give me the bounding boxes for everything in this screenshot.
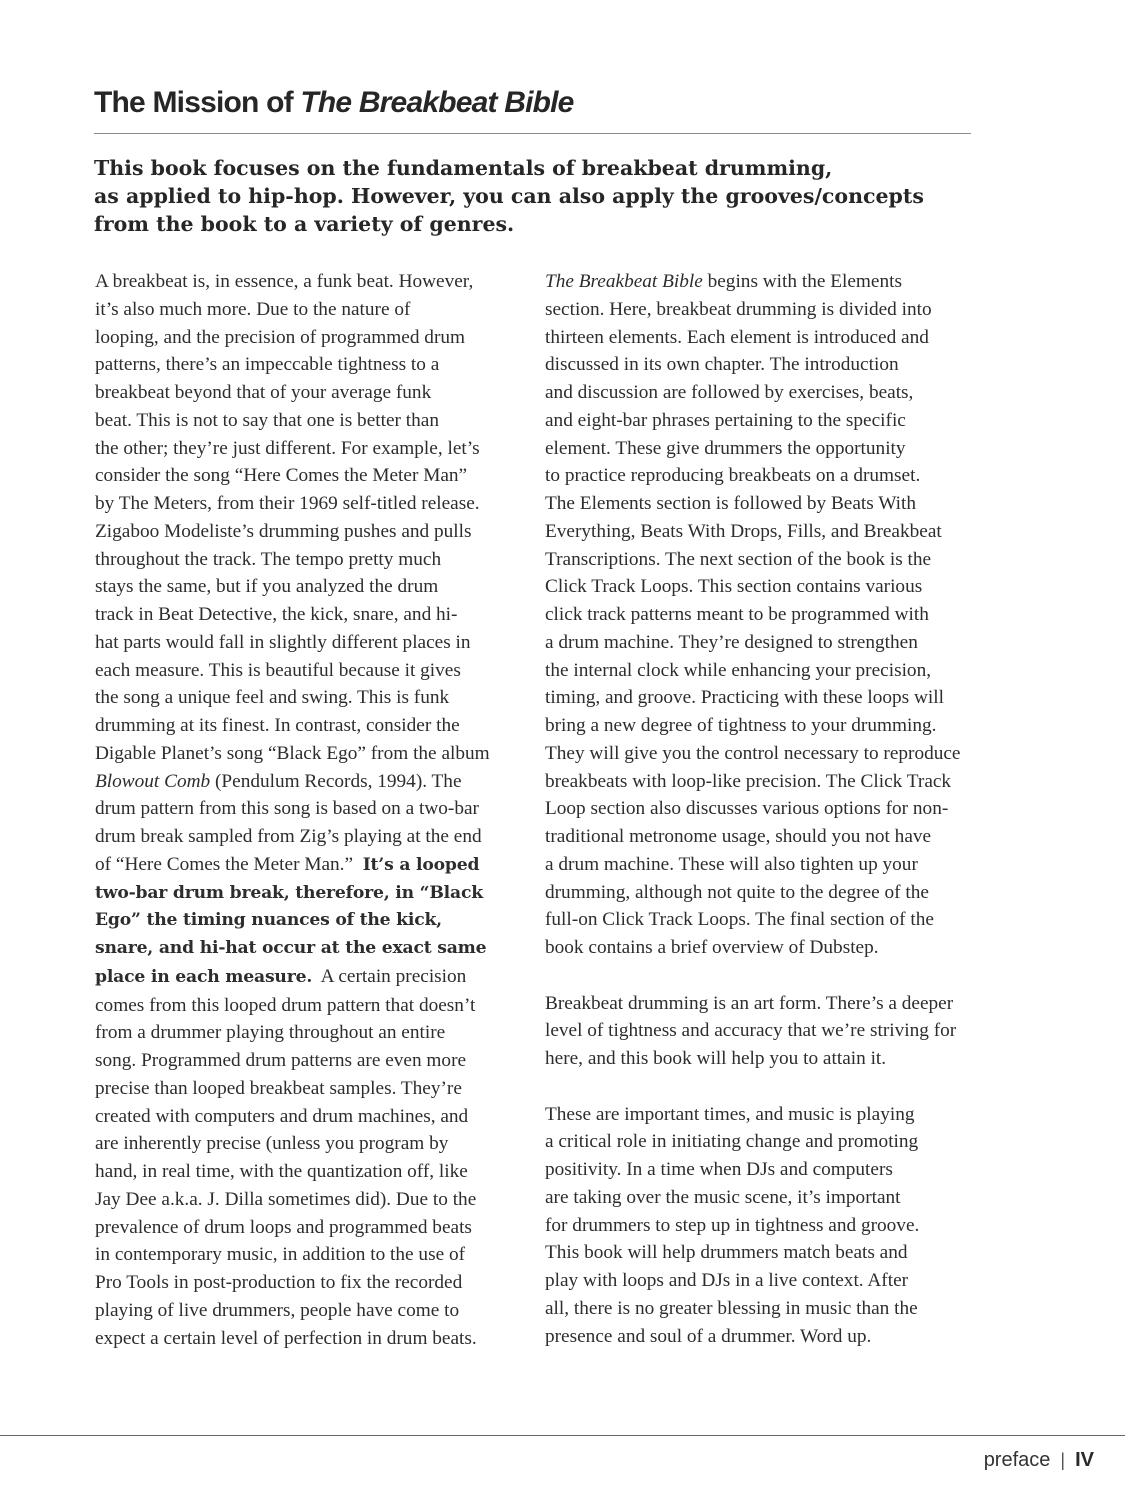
text-line: breakbeat beyond that of your average funk xyxy=(95,382,432,403)
text-line: Loop section also discusses various options for non- xyxy=(545,798,949,820)
lead-line: This book focuses on the fundamentals of breakbeat drumming, xyxy=(94,156,833,180)
text-line: by The Meters, from their 1969 self-titled release. xyxy=(95,493,480,514)
text-line: breakbeats with loop-like precision. The Click Track xyxy=(545,770,952,792)
text-line: bring a new degree of tightness to your drumming. xyxy=(545,715,937,736)
lead-line: from the book to a variety of genres. xyxy=(94,212,515,236)
text-line: positivity. In a time when DJs and computers xyxy=(545,1159,893,1180)
lead-line: as applied to hip-hop. However, you can also apply the grooves/concepts xyxy=(94,184,924,208)
lead-paragraph xyxy=(94,154,974,238)
text-line: for drummers to step up in tightness and groove. xyxy=(545,1214,920,1236)
text-line: book contains a brief overview of Dubstep. xyxy=(545,937,879,958)
text-line: They will give you the control necessary to reproduce xyxy=(545,742,961,764)
text-line: This book will help drummers match beats and xyxy=(545,1242,908,1264)
text-line: Click Track Loops. This section contains various xyxy=(545,576,923,598)
text-line: are taking over the music scene, it’s important xyxy=(545,1186,901,1208)
text-line: from a drummer playing throughout an entire xyxy=(95,1022,446,1044)
emphasis-text: It’s a looped xyxy=(362,854,480,875)
title-book-name: The Breakbeat Bible xyxy=(300,86,574,119)
footer-separator: | xyxy=(1060,1450,1066,1470)
text-line: a drum machine. These will also tighten up your xyxy=(545,853,918,875)
page-footer xyxy=(984,1449,1094,1472)
text-line: traditional metronome usage, should you not have xyxy=(545,826,932,847)
page-title xyxy=(94,86,574,120)
text-line: here, and this book will help you to attain it. xyxy=(545,1048,887,1069)
emphasis-line: Ego” the timing nuances of the kick, xyxy=(95,910,442,931)
text-run: of “Here Comes the Meter Man.” xyxy=(95,853,363,875)
text-line: a drum machine. They’re designed to strengthen xyxy=(545,631,918,653)
text-line: expect a certain level of perfection in drum beats. xyxy=(95,1327,477,1349)
text-line: Zigaboo Modeliste’s drumming pushes and pulls xyxy=(95,520,472,542)
text-line: A breakbeat is, in essence, a funk beat. However, xyxy=(95,271,474,292)
text-line: patterns, there’s an impeccable tightness to a xyxy=(95,354,440,376)
text-line: playing of live drummers, people have come to xyxy=(95,1299,460,1321)
text-line: Transcriptions. The next section of the book is the xyxy=(545,548,932,570)
emphasis-line: snare, and hi-hat occur at the exact same xyxy=(95,938,487,958)
text-line: looping, and the precision of programmed drum xyxy=(95,326,466,348)
text-line: prevalence of drum loops and programmed beats xyxy=(95,1216,472,1238)
text-line: Breakbeat drumming is an art form. There’s a deeper xyxy=(545,992,954,1014)
text-line: stays the same, but if you analyzed the drum xyxy=(95,576,439,598)
text-line: full-on Click Track Loops. The final section of the xyxy=(545,909,934,931)
text-line: click track patterns meant to be programmed with xyxy=(545,604,929,625)
text-line: hat parts would fall in slightly different places in xyxy=(95,631,471,653)
footer-divider xyxy=(0,1435,1125,1436)
text-run: (Pendulum Records, 1994). The xyxy=(210,770,462,792)
text-line: all, there is no greater blessing in music than the xyxy=(545,1297,918,1319)
text-line: These are important times, and music is playing xyxy=(545,1103,915,1125)
text-line: in contemporary music, in addition to the use of xyxy=(95,1244,466,1266)
text-line: Pro Tools in post-production to fix the recorded xyxy=(95,1272,463,1293)
text-line: section. Here, breakbeat drumming is divided into xyxy=(545,298,932,320)
text-line: consider the song “Here Comes the Meter Man” xyxy=(95,465,468,487)
text-line: The Elements section is followed by Beats With xyxy=(545,493,917,514)
emphasis-line: two-bar drum break, therefore, in “Black xyxy=(95,882,483,903)
emphasis-text: place in each measure. xyxy=(95,966,313,987)
text-line xyxy=(545,268,985,296)
text-line: song. Programmed drum patterns are even more xyxy=(95,1050,467,1071)
text-line: drum break sampled from Zig’s playing at the end xyxy=(95,826,482,847)
text-line: a critical role in initiating change and promoting xyxy=(545,1131,919,1153)
text-line: Jay Dee a.k.a. J. Dilla sometimes did). Due to the xyxy=(95,1188,477,1210)
text-line xyxy=(95,768,535,796)
paragraph-gap xyxy=(545,1073,985,1101)
title-prefix: The Mission of xyxy=(94,86,301,119)
text-line: and discussion are followed by exercises, beats, xyxy=(545,382,914,403)
left-column xyxy=(95,268,535,1352)
text-line: throughout the track. The tempo pretty much xyxy=(95,548,442,570)
text-line: each measure. This is beautiful because it gives xyxy=(95,659,461,681)
text-run: A certain precision xyxy=(312,965,467,987)
footer-section-label: preface xyxy=(983,1449,1051,1471)
text-line: Digable Planet’s song “Black Ego” from the album xyxy=(95,742,490,764)
text-line: the internal clock while enhancing your precision, xyxy=(545,659,932,681)
text-line: it’s also much more. Due to the nature of xyxy=(95,298,411,320)
book-title: The Breakbeat Bible xyxy=(545,271,703,292)
text-line: thirteen elements. Each element is introduced and xyxy=(545,326,929,348)
text-line: the other; they’re just different. For example, let’s xyxy=(95,437,480,459)
text-line: precise than looped breakbeat samples. They’re xyxy=(95,1077,462,1099)
text-line: timing, and groove. Practicing with these loops will xyxy=(545,687,944,709)
text-line: comes from this looped drum pattern that doesn’t xyxy=(95,994,476,1016)
text-line: presence and soul of a drummer. Word up. xyxy=(545,1325,872,1347)
text-line: and eight-bar phrases pertaining to the specific xyxy=(545,409,906,431)
text-line: the song a unique feel and swing. This is funk xyxy=(95,687,450,709)
paragraph-gap xyxy=(545,962,985,990)
text-line xyxy=(95,851,535,880)
text-line: Everything, Beats With Drops, Fills, and Breakbeat xyxy=(545,520,942,542)
text-line: hand, in real time, with the quantization off, like xyxy=(95,1161,468,1182)
text-line xyxy=(95,963,535,992)
title-divider xyxy=(94,133,971,134)
text-line: created with computers and drum machines, and xyxy=(95,1105,469,1127)
text-line: track in Beat Detective, the kick, snare, and hi- xyxy=(95,604,458,625)
album-title: Blowout Comb xyxy=(95,770,211,792)
text-line: to practice reproducing breakbeats on a drumset. xyxy=(545,465,921,487)
text-line: beat. This is not to say that one is better than xyxy=(95,409,439,431)
text-line: level of tightness and accuracy that we’re striving for xyxy=(545,1020,957,1042)
right-column xyxy=(545,268,985,1350)
text-line: drumming, although not quite to the degree of the xyxy=(545,881,929,903)
text-line: discussed in its own chapter. The introduction xyxy=(545,354,899,376)
text-line: play with loops and DJs in a live context. After xyxy=(545,1270,909,1291)
text-line: element. These give drummers the opportunity xyxy=(545,437,906,459)
text-line: drum pattern from this song is based on a two-bar xyxy=(95,798,479,820)
text-line: drumming at its finest. In contrast, consider the xyxy=(95,715,460,736)
text-line: are inherently precise (unless you program by xyxy=(95,1133,449,1155)
text-run: begins with the Elements xyxy=(702,271,902,292)
page-number: IV xyxy=(1075,1449,1094,1471)
